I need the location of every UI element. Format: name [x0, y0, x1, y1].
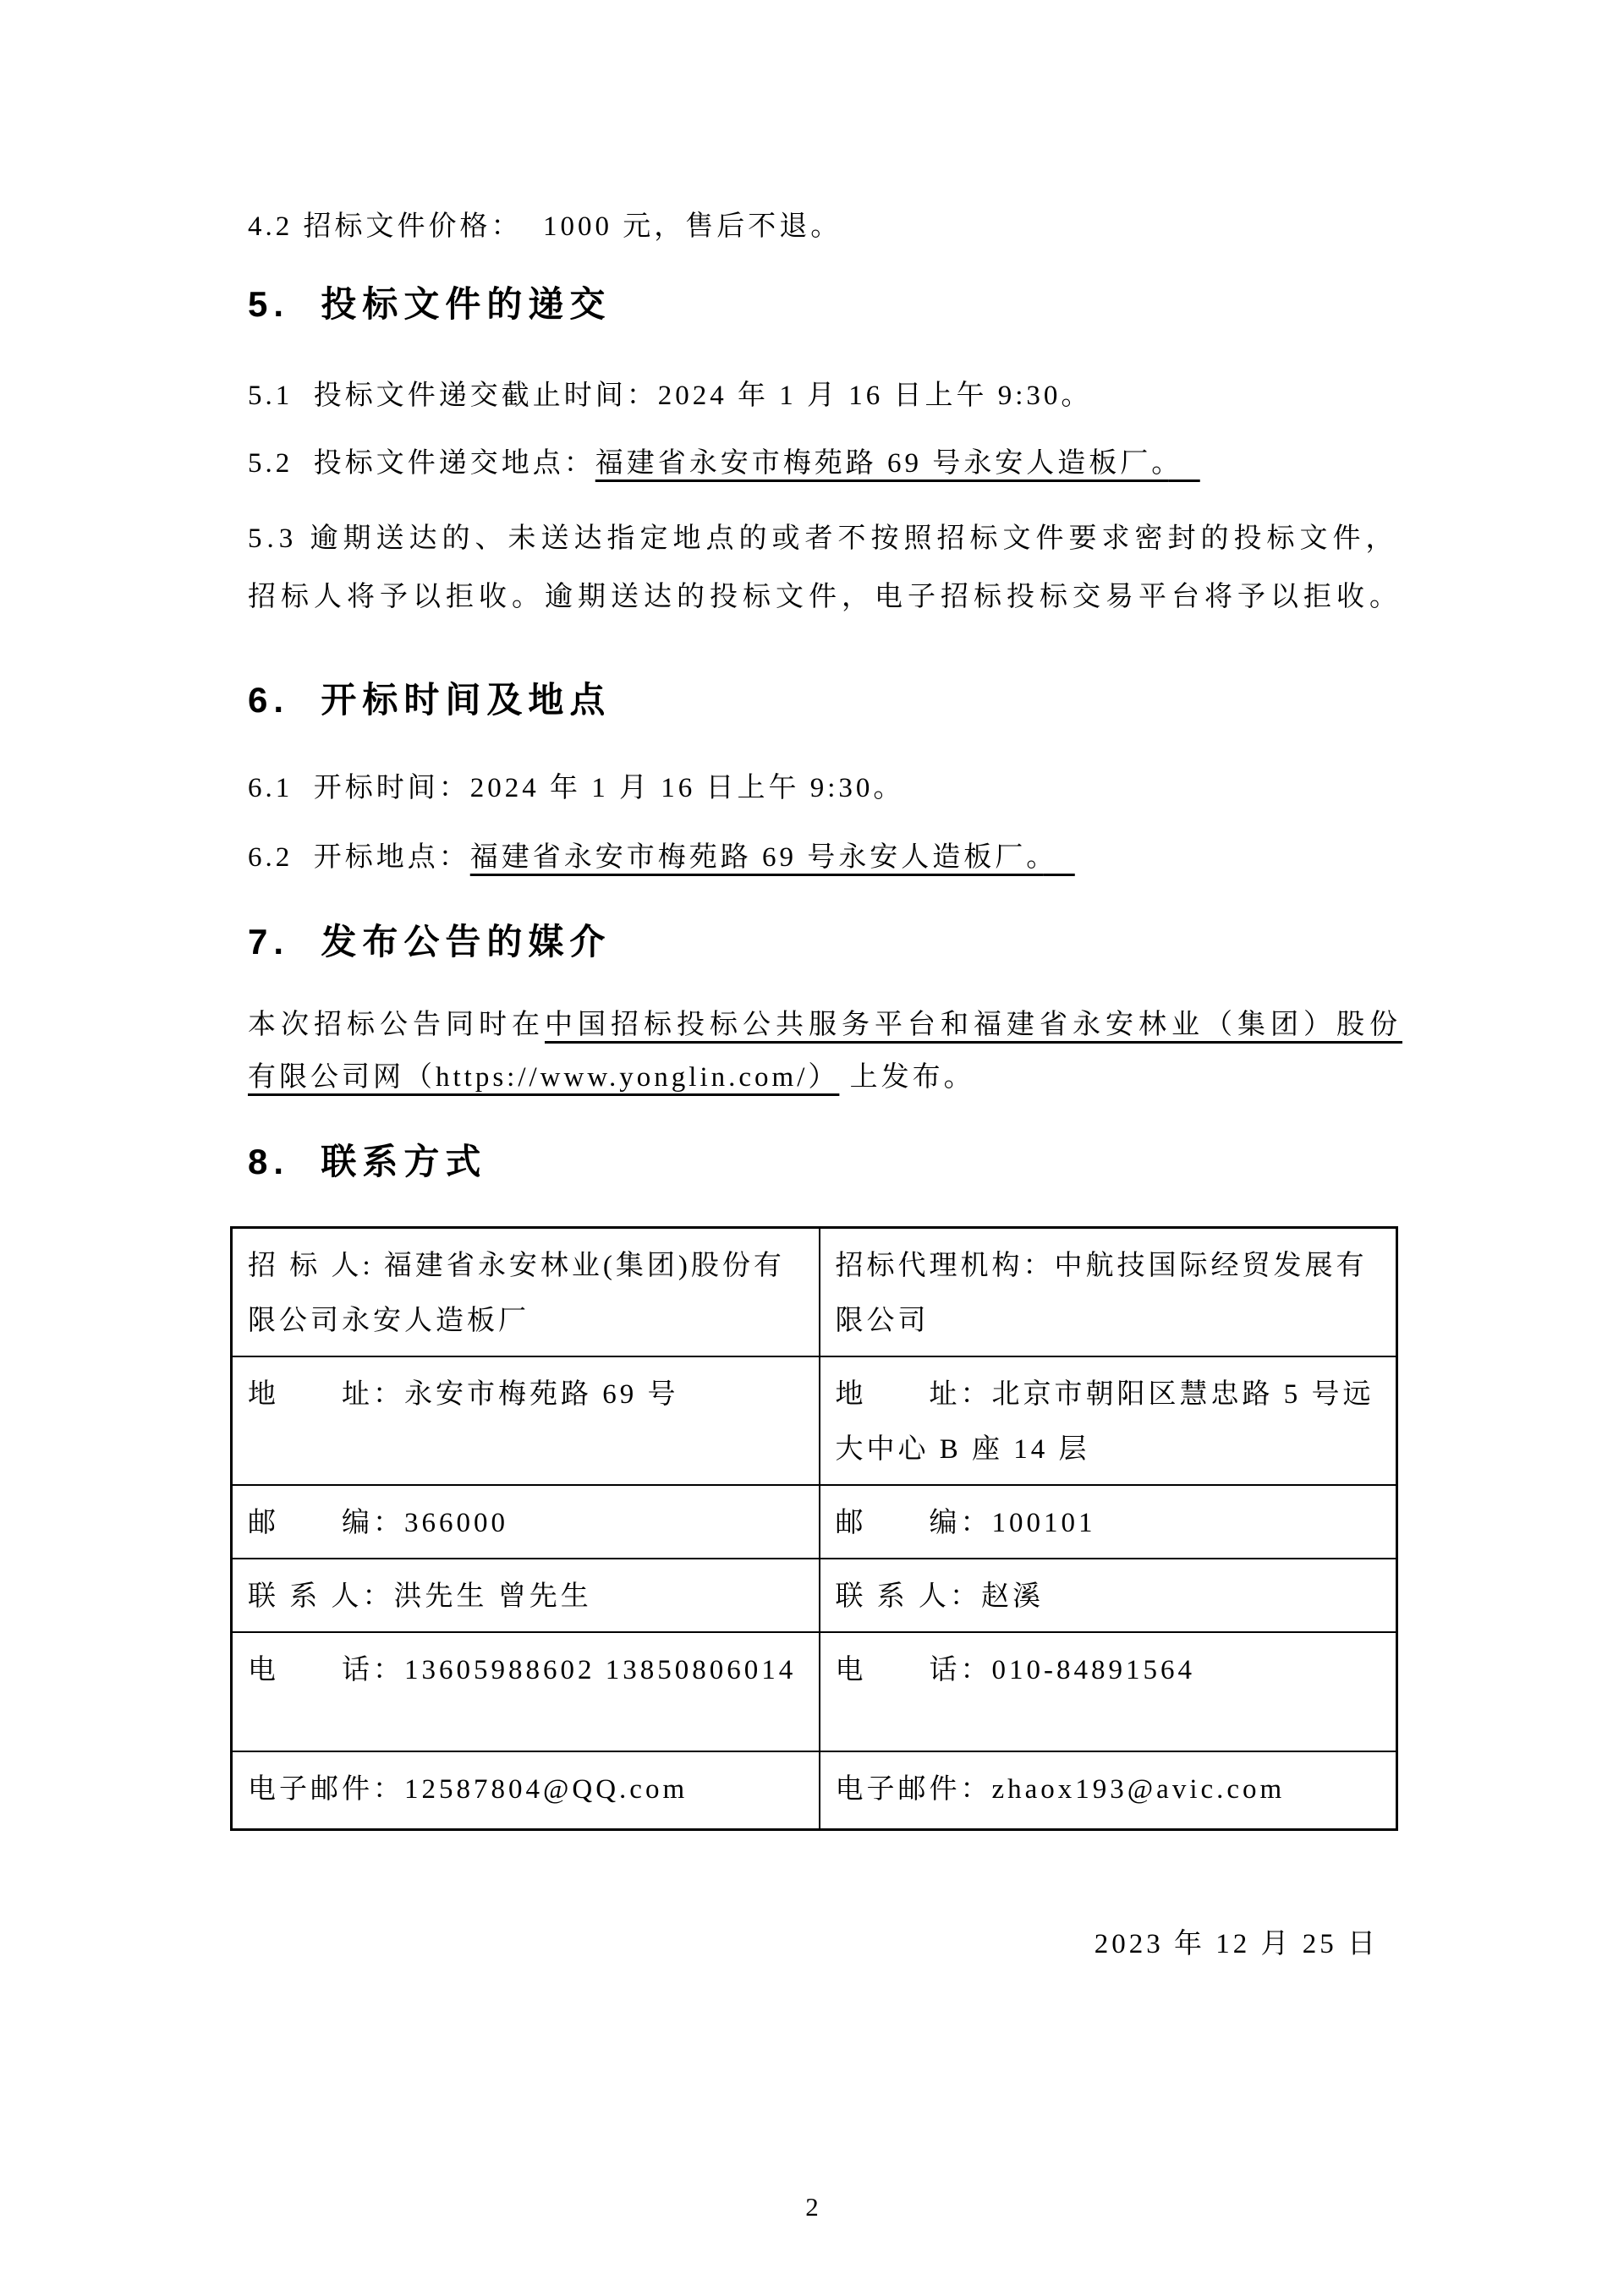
announcement-media-line2-plain: 上发布。 — [839, 1062, 975, 1093]
tenderer-email-cell: 电子邮件：12587804@QQ.com — [232, 1751, 820, 1829]
section-5-heading: 5. 投标文件的递交 — [248, 284, 612, 324]
agency-address-cell: 地 址：北京市朝阳区慧忠路 5 号远大中心 B 座 14 层 — [820, 1356, 1397, 1485]
section-8-heading: 8. 联系方式 — [248, 1142, 487, 1181]
clause-6-2 — [248, 839, 1415, 876]
announcement-url-underlined: 有限公司网（https://www.yonglin.com/） — [248, 1062, 840, 1093]
table-row-tenderer — [232, 1228, 1397, 1357]
contact-table — [230, 1226, 1398, 1831]
agency-phone-cell: 电 话：010-84891564 — [820, 1632, 1397, 1751]
tenderer-phone-cell: 电 话：13605988602 13850806014 — [232, 1632, 820, 1751]
clause-6-2-label: 6.2 开标地点： — [248, 842, 470, 873]
tenderer-contact-cell: 联 系 人：洪先生 曾先生 — [232, 1559, 820, 1632]
clause-5-3-line1: 5.3 逾期送达的、未送达指定地点的或者不按照招标文件要求密封的投标文件， — [248, 523, 1399, 554]
clause-6-2-address-underlined: 福建省永安市梅苑路 69 号永安人造板厂。 — [469, 842, 1044, 873]
agency-contact-cell: 联 系 人：赵溪 — [820, 1559, 1397, 1632]
clause-5-1: 5.1 投标文件递交截止时间：2024 年 1 月 16 日上午 9:30。 — [248, 381, 1093, 411]
clause-4-2: 4.2 招标文件价格： 1000 元，售后不退。 — [248, 211, 842, 242]
clause-6-1: 6.1 开标时间：2024 年 1 月 16 日上午 9:30。 — [248, 773, 905, 803]
clause-5-3-line2: 招标人将予以拒收。逾期送达的投标文件，电子招标投标交易平台将予以拒收。 — [248, 582, 1402, 612]
section-6-heading: 6. 开标时间及地点 — [248, 680, 612, 720]
announcement-media-line1-plain: 本次招标公告同时在 — [248, 1010, 545, 1040]
table-row-postcode — [232, 1485, 1397, 1559]
clause-5-2 — [248, 445, 1415, 482]
tenderer-address-cell: 地 址：永安市梅苑路 69 号 — [232, 1356, 820, 1485]
tenderer-cell: 招 标 人: 福建省永安林业(集团)股份有限公司永安人造板厂 — [232, 1228, 820, 1357]
tenderer-postcode-cell: 邮 编：366000 — [232, 1485, 820, 1559]
announcement-media-line1-underlined: 中国招标投标公共服务平台和福建省永安林业（集团）股份 — [545, 1010, 1402, 1040]
clause-5-2-address-underlined: 福建省永安市梅苑路 69 号永安人造板厂。 — [595, 448, 1169, 479]
table-row-email — [232, 1751, 1397, 1829]
table-row-contact-person — [232, 1559, 1397, 1632]
table-row-address — [232, 1356, 1397, 1485]
table-row-phone — [232, 1632, 1397, 1751]
announcement-media-line1 — [248, 1006, 1415, 1044]
clause-5-2-label: 5.2 投标文件递交地点： — [248, 448, 595, 479]
signature-date: 2023 年 12 月 25 日 — [1094, 1929, 1379, 1959]
section-7-heading: 7. 发布公告的媒介 — [248, 922, 612, 962]
agency-email-cell: 电子邮件：zhaox193@avic.com — [820, 1751, 1397, 1829]
announcement-media-line2 — [248, 1059, 1415, 1096]
page-number: 2 — [805, 2192, 819, 2222]
agency-postcode-cell: 邮 编：100101 — [820, 1485, 1397, 1559]
agency-cell: 招标代理机构：中航技国际经贸发展有限公司 — [820, 1228, 1397, 1357]
